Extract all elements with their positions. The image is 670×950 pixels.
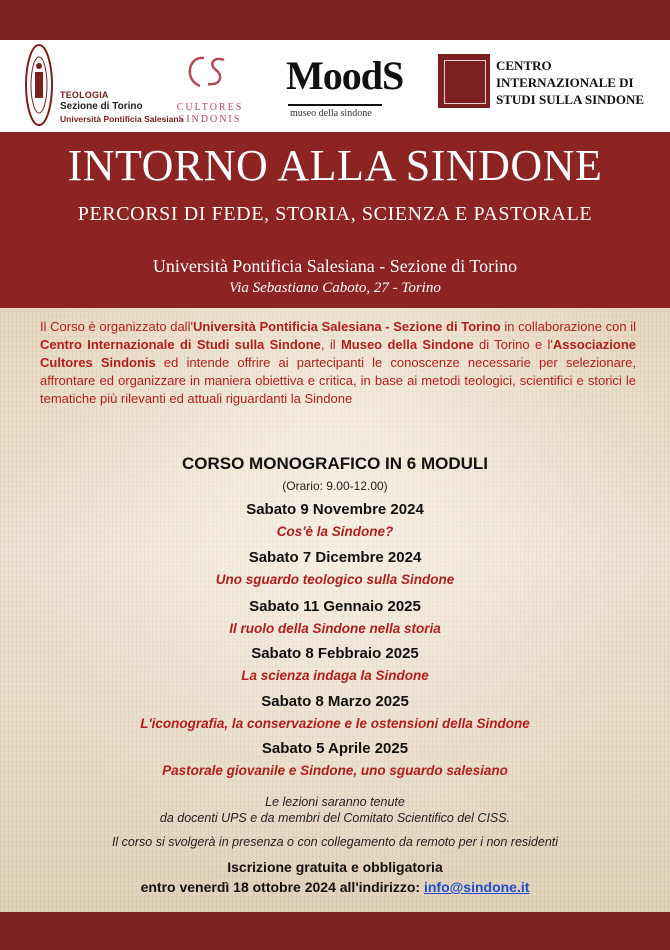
logo-teologia: [24, 42, 184, 128]
cultores-monogram-icon: [170, 50, 250, 98]
page-title: INTORNO ALLA SINDONE: [67, 141, 603, 190]
logo-ciss: [438, 54, 658, 120]
logo-mods: [286, 52, 416, 126]
enrollment-line1: Iscrizione gratuita e obbligatoria: [227, 859, 443, 875]
module-topic: Pastorale giovanile e Sindone, uno sguardo salesiano: [162, 763, 508, 778]
module-date: Sabato 7 Dicembre 2024: [248, 549, 422, 566]
attendance-note: Il corso si svolgerà in presenza o con collegamento da remoto per i non residenti: [111, 835, 559, 849]
module-date: Sabato 11 Gennaio 2025: [249, 598, 421, 615]
address: Via Sebastiano Caboto, 27 - Torino: [229, 280, 441, 296]
university-name: Università Pontificia Salesiana - Sezione di Torino: [152, 256, 518, 276]
ciss-emblem-icon: [438, 54, 490, 108]
cultores-line1: CULTORES: [176, 102, 244, 113]
ciss-line3: STUDI SULLA SINDONE: [496, 92, 645, 107]
mods-wordmark: MoodS: [286, 53, 404, 98]
module-date: Sabato 8 Febbraio 2025: [251, 645, 419, 662]
mods-underline: [288, 104, 382, 106]
module-5: [0, 692, 670, 733]
module-4: [0, 644, 670, 685]
ciss-line2: INTERNAZIONALE DI: [496, 75, 634, 90]
ciss-line1: CENTRO: [496, 58, 552, 73]
top-band: [0, 0, 670, 40]
module-6: [0, 739, 670, 780]
module-topic: Il ruolo della Sindone nella storia: [229, 621, 441, 636]
intro-paragraph: Il Corso è organizzato dall'Università Pontificia Salesiana - Sezione di Torino in collaborazione con il Centro Internazionale di Studi sulla Sindone, il Museo della Sindone di Torino e l'Associazione Cultores Sindonis ed intende offrire ai partecipanti le conoscenze necessarie per selezionare, affrontare ed organizzare in maniera obiettiva e critica, in base ai metodi teologici, scientifici e storici le tematiche più rilevanti ed attuali riguardanti la Sindone: [40, 319, 636, 406]
ups-seal-icon: [24, 42, 54, 128]
module-topic: Uno sguardo teologico sulla Sindone: [215, 572, 455, 587]
lessons-note-1: Le lezioni saranno tenute: [265, 795, 405, 809]
module-date: Sabato 9 Novembre 2024: [246, 501, 424, 518]
teologia-section: Sezione di Torino: [60, 101, 143, 112]
bottom-band: [0, 912, 670, 950]
module-2: [0, 548, 670, 589]
module-topic: L'iconografia, la conservazione e le ostensioni della Sindone: [140, 716, 530, 731]
cultores-line2: SINDONIS: [178, 114, 242, 125]
module-topic: La scienza indaga la Sindone: [241, 668, 429, 683]
module-date: Sabato 8 Marzo 2025: [261, 693, 409, 710]
module-3: [0, 597, 670, 638]
course-title: CORSO MONOGRAFICO IN 6 MODULI: [182, 454, 488, 473]
course-hours: (Orario: 9.00-12.00): [282, 479, 388, 493]
mods-subtitle: museo della sindone: [290, 108, 372, 119]
logo-cultores-sindonis: [170, 50, 250, 126]
enrollment-line2: [0, 878, 670, 897]
lessons-note-2: da docenti UPS e da membri del Comitato Scientifico del CISS.: [159, 811, 511, 825]
teologia-university: Università Pontificia Salesiana: [60, 114, 184, 124]
email-link[interactable]: info@sindone.it: [423, 879, 530, 895]
module-topic: Cos'è la Sindone?: [276, 524, 394, 539]
module-date: Sabato 5 Aprile 2025: [261, 740, 409, 757]
enrollment-deadline: entro venerdì 18 ottobre 2024 all'indirizzo:: [140, 879, 424, 895]
page-subtitle: PERCORSI DI FEDE, STORIA, SCIENZA E PASTORALE: [77, 203, 593, 225]
logos-row: [0, 40, 670, 132]
module-1: [0, 500, 670, 541]
teologia-label: TEOLOGIA: [60, 90, 109, 100]
